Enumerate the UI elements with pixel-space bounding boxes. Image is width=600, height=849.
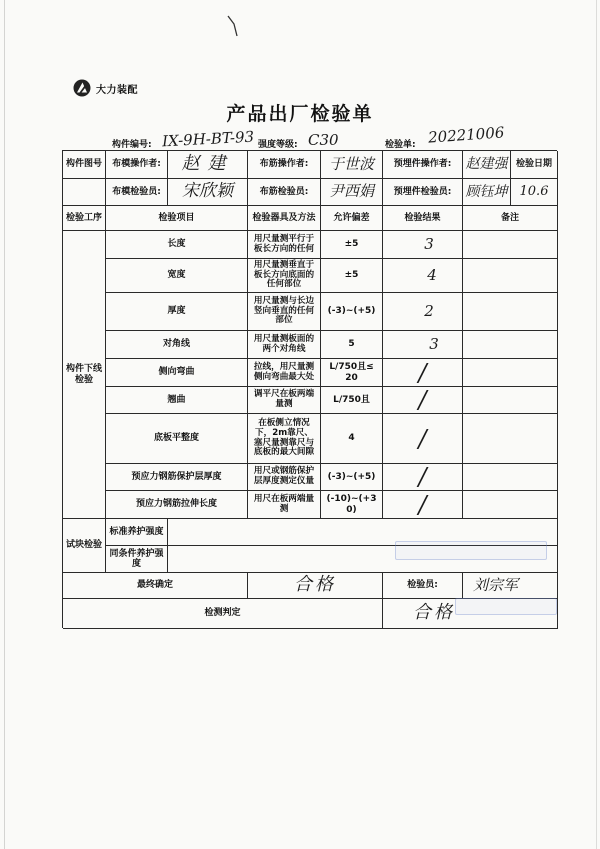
specimen-process-label: 试块检验 <box>63 519 106 573</box>
col-method: 检验器具及方法 <box>248 206 321 231</box>
mold-operator-label: 布模操作者: <box>106 151 168 179</box>
page-title: 产品出厂检验单 <box>226 103 374 125</box>
rebar-inspector-signature: 尹西娟 <box>321 179 383 206</box>
company-logo <box>73 79 138 97</box>
grade-label: 强度等级: <box>258 140 298 150</box>
rebar-operator-signature: 于世波 <box>321 151 383 179</box>
faint-stamp <box>395 541 547 560</box>
item-name: 翘曲 <box>106 387 248 414</box>
sheet-value: 20221006 <box>427 123 505 147</box>
item-result: / <box>383 464 463 491</box>
item-name: 长度 <box>106 231 248 259</box>
item-tolerance: L/750且 <box>321 387 383 414</box>
item-result: 3 <box>383 331 463 359</box>
final-inspector-signature: 刘宗军 <box>463 573 558 599</box>
col-process: 检验工序 <box>63 206 106 231</box>
item-tolerance: ±5 <box>321 259 383 293</box>
item-method: 在板侧立情况下，2m靠尺、塞尺量测靠尺与底板的最大间隙 <box>248 414 321 464</box>
item-tolerance: 4 <box>321 414 383 464</box>
item-remark <box>463 331 558 359</box>
item-method: 拉线，用尺量测侧向弯曲最大处 <box>248 359 321 387</box>
item-result: / <box>383 414 463 464</box>
pen-mark <box>226 14 240 38</box>
item-result: / <box>383 491 463 519</box>
item-method: 用尺量测板面的两个对角线 <box>248 331 321 359</box>
item-tolerance: (-3)~(+5) <box>321 293 383 331</box>
mold-inspector-label: 布模检验员: <box>106 179 168 206</box>
drawing-no-value <box>63 179 106 206</box>
embed-inspector-signature: 顾钰坤 <box>463 179 511 206</box>
drawing-no-label: 构件图号 <box>63 151 106 179</box>
item-result: 4 <box>383 259 463 293</box>
judgement-value: 合格 <box>383 599 558 629</box>
scan-edge-left <box>4 0 5 849</box>
inspection-date-label: 检验日期 <box>511 151 558 179</box>
col-item: 检验项目 <box>106 206 248 231</box>
item-remark <box>463 464 558 491</box>
offline-process-label: 构件下线检验 <box>63 231 106 519</box>
item-result: 2 <box>383 293 463 331</box>
col-remark: 备注 <box>463 206 558 231</box>
item-result: / <box>383 359 463 387</box>
embed-inspector-label: 预埋件检验员: <box>383 179 463 206</box>
item-name: 对角线 <box>106 331 248 359</box>
item-name: 预应力钢筋拉伸长度 <box>106 491 248 519</box>
item-remark <box>463 491 558 519</box>
mold-operator-signature: 赵建 <box>168 151 248 179</box>
item-name: 宽度 <box>106 259 248 293</box>
scan-edge-right <box>596 0 597 849</box>
item-method: 用尺或钢筋保护层厚度测定仪量 <box>248 464 321 491</box>
item-result: / <box>383 387 463 414</box>
item-method: 调平尺在板两端量测 <box>248 387 321 414</box>
same-condition-curing-label: 同条件养护强度 <box>106 546 168 573</box>
item-method: 用尺在板两端量测 <box>248 491 321 519</box>
col-tolerance: 允许偏差 <box>321 206 383 231</box>
logo-icon <box>73 79 91 97</box>
item-tolerance: (-3)~(+5) <box>321 464 383 491</box>
embed-operator-signature: 赵建强 <box>463 151 511 179</box>
grade-value: C30 <box>308 131 339 149</box>
faint-stamp <box>455 598 557 615</box>
item-name: 厚度 <box>106 293 248 331</box>
final-label: 最终确定 <box>63 573 248 599</box>
logo-text: 大力装配 <box>96 84 138 96</box>
item-remark <box>463 359 558 387</box>
judgement-label: 检测判定 <box>63 599 383 629</box>
rebar-operator-label: 布筋操作者: <box>248 151 321 179</box>
col-result: 检验结果 <box>383 206 463 231</box>
item-method: 用尺量测垂直于板长方向底面的任何部位 <box>248 259 321 293</box>
inspection-date-value: 10.6 <box>511 179 558 206</box>
mold-inspector-signature: 宋欣颖 <box>168 179 248 206</box>
final-inspector-label: 检验员: <box>383 573 463 599</box>
item-tolerance: ±5 <box>321 231 383 259</box>
item-tolerance: L/750且≤20 <box>321 359 383 387</box>
item-remark <box>463 387 558 414</box>
item-name: 底板平整度 <box>106 414 248 464</box>
item-tolerance: (-10)~(+30) <box>321 491 383 519</box>
item-remark <box>463 259 558 293</box>
embed-operator-label: 预埋件操作者: <box>383 151 463 179</box>
item-remark <box>463 293 558 331</box>
sheet-label: 检验单: <box>385 140 416 150</box>
item-result: 3 <box>383 231 463 259</box>
final-value: 合格 <box>248 573 383 599</box>
item-tolerance: 5 <box>321 331 383 359</box>
item-name: 侧向弯曲 <box>106 359 248 387</box>
standard-curing-label: 标准养护强度 <box>106 519 168 546</box>
item-remark <box>463 414 558 464</box>
part-no-value: IX-9H-BT-93 <box>161 127 255 151</box>
part-no-label: 构件编号: <box>112 140 152 150</box>
item-remark <box>463 231 558 259</box>
item-method: 用尺量测与长边竖向垂直的任何部位 <box>248 293 321 331</box>
rebar-inspector-label: 布筋检验员: <box>248 179 321 206</box>
item-method: 用尺量测平行于板长方向的任何 <box>248 231 321 259</box>
item-name: 预应力钢筋保护层厚度 <box>106 464 248 491</box>
